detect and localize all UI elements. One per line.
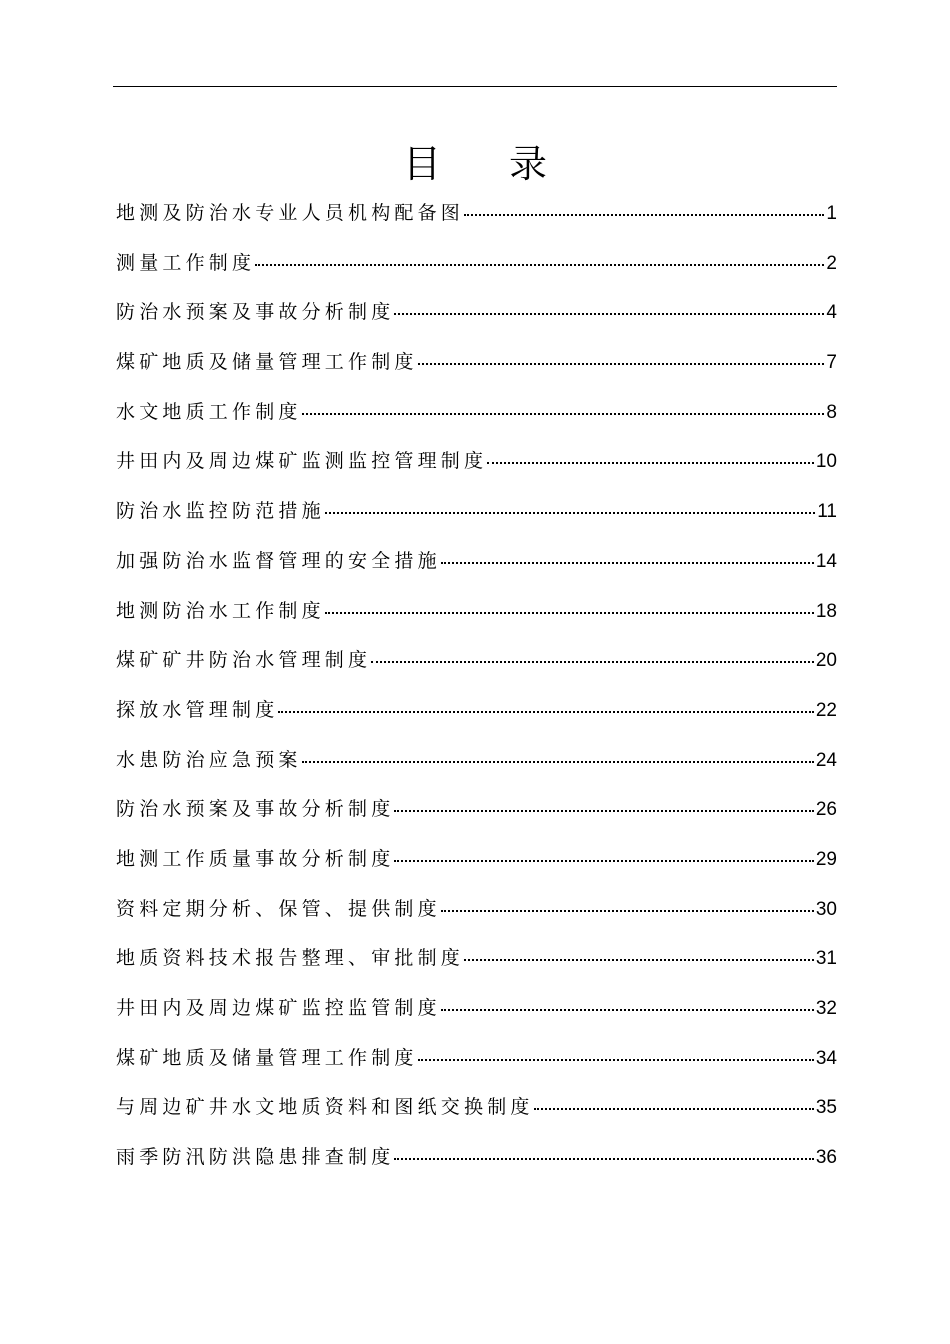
dot-leader [534, 1108, 814, 1110]
dot-leader [255, 264, 824, 266]
toc-entry[interactable] [116, 844, 837, 894]
toc-entry-label: 探放水管理制度 [116, 698, 279, 721]
toc-entry-label: 资料定期分析、保管、提供制度 [116, 897, 441, 920]
toc-entry-label: 煤矿地质及储量管理工作制度 [116, 351, 418, 374]
toc-entry-page: 36 [815, 1147, 837, 1169]
toc-entry[interactable] [116, 645, 837, 695]
toc-entry[interactable] [116, 496, 837, 546]
dot-leader [441, 562, 814, 564]
toc-entry[interactable] [116, 943, 837, 993]
toc-entry-page: 1 [826, 203, 837, 224]
toc-entry-page: 22 [815, 699, 837, 721]
dot-leader [464, 959, 814, 961]
toc-entry-page: 30 [815, 898, 837, 920]
toc-entry-page: 11 [817, 501, 837, 523]
toc-entry[interactable] [116, 596, 837, 646]
toc-entry[interactable] [116, 1092, 837, 1142]
toc-entry-label: 煤矿地质及储量管理工作制度 [116, 1046, 418, 1069]
toc-entry-page: 29 [815, 848, 837, 870]
toc-entry[interactable] [116, 794, 837, 844]
dot-leader [394, 313, 824, 315]
toc-entry-label: 加强防治水监督管理的安全措施 [116, 549, 441, 572]
toc-entry-label: 雨季防汛防洪隐患排查制度 [116, 1146, 395, 1169]
dot-leader [441, 1009, 814, 1011]
toc-entry-page: 7 [826, 352, 837, 374]
toc-entry-page: 14 [815, 550, 837, 572]
toc-entry[interactable] [116, 347, 837, 397]
toc-entry[interactable] [116, 695, 837, 745]
toc-entry-page: 18 [815, 600, 837, 622]
toc-entry-page: 24 [815, 749, 837, 771]
dot-leader [302, 761, 814, 763]
toc-entry[interactable] [116, 297, 837, 347]
toc-entry-label: 防治水预案及事故分析制度 [116, 798, 395, 821]
dot-leader [487, 462, 814, 464]
dot-leader [325, 612, 814, 614]
toc-entry-page: 32 [815, 998, 837, 1019]
toc-entry-label: 测量工作制度 [116, 251, 256, 274]
dot-leader [371, 661, 814, 663]
toc-entry[interactable] [116, 397, 837, 447]
toc-entry-label: 水患防治应急预案 [116, 748, 302, 771]
toc-entry-label: 井田内及周边煤矿监控监管制度 [116, 997, 441, 1019]
dot-leader [418, 363, 825, 365]
toc-entry-label: 地测及防治水专业人员机构配备图 [116, 202, 465, 224]
dot-leader [278, 711, 813, 713]
toc-entry-page: 35 [815, 1097, 837, 1119]
dot-leader [394, 860, 813, 862]
toc-entry[interactable] [116, 894, 837, 944]
dot-leader [418, 1059, 814, 1061]
toc-entry-label: 地质资料技术报告整理、审批制度 [116, 947, 465, 970]
toc-entry-label: 与周边矿井水文地质资料和图纸交换制度 [116, 1096, 534, 1119]
toc-entry[interactable] [116, 198, 837, 248]
toc-entry-page: 34 [815, 1047, 837, 1069]
toc-entry[interactable] [116, 993, 837, 1043]
toc-entry-label: 防治水预案及事故分析制度 [116, 301, 395, 324]
toc-entry-page: 26 [815, 799, 837, 821]
dot-leader [464, 214, 824, 216]
toc-entry-label: 水文地质工作制度 [116, 400, 302, 423]
dot-leader [394, 1158, 813, 1160]
toc-entry-label: 煤矿矿井防治水管理制度 [116, 649, 372, 672]
toc-entry[interactable] [116, 248, 837, 298]
dot-leader [302, 413, 825, 415]
toc-entry-label: 防治水监控防范措施 [116, 500, 325, 523]
toc-entry-page: 4 [826, 302, 837, 324]
dot-leader [325, 512, 815, 514]
toc-entry-page: 8 [826, 401, 837, 423]
toc-entry[interactable] [116, 1043, 837, 1093]
toc-entry-label: 地测工作质量事故分析制度 [116, 847, 395, 870]
toc-entry-label: 地测防治水工作制度 [116, 599, 325, 622]
toc-entry[interactable] [116, 745, 837, 795]
header-rule [113, 86, 837, 87]
toc-entry-page: 20 [815, 650, 837, 672]
page-title: 目 录 [402, 142, 576, 186]
dot-leader [441, 910, 814, 912]
toc-entry-page: 2 [826, 252, 837, 274]
toc-entry[interactable] [116, 1142, 837, 1192]
toc-entry[interactable] [116, 446, 837, 496]
toc-entry-page: 10 [815, 451, 837, 473]
table-of-contents [116, 198, 837, 1192]
dot-leader [394, 810, 813, 812]
toc-entry[interactable] [116, 546, 837, 596]
toc-entry-page: 31 [815, 948, 837, 970]
toc-entry-label: 井田内及周边煤矿监测监控管理制度 [116, 450, 488, 473]
